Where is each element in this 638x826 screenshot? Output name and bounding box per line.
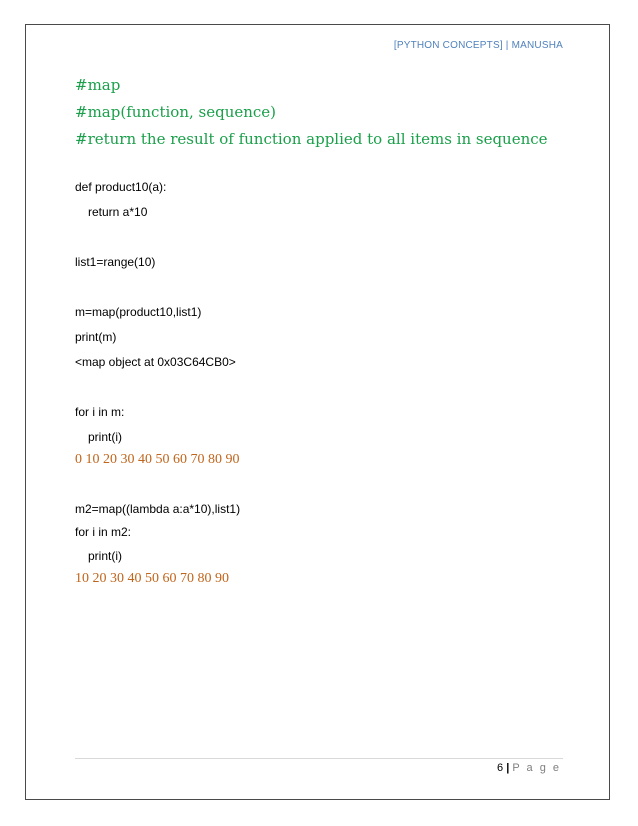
code-map-line: m=map(product10,list1) (75, 305, 202, 319)
footer-separator: | (506, 762, 510, 774)
page-number: 6 (497, 762, 504, 774)
code-def-line: def product10(a): (75, 180, 167, 194)
code-for-m: for i in m: (75, 405, 125, 419)
comment-map-signature: #map(function, sequence) (75, 103, 277, 121)
code-map-object-output: <map object at 0x03C64CB0> (75, 355, 236, 369)
output-2: 10 20 30 40 50 60 70 80 90 (75, 571, 229, 586)
output-1: 0 10 20 30 40 50 60 70 80 90 (75, 452, 240, 467)
page-label: P a g e (512, 762, 561, 774)
code-for-m2: for i in m2: (75, 525, 132, 539)
footer-divider (75, 758, 563, 759)
code-map2-line: m2=map((lambda a:a*10),list1) (75, 502, 241, 516)
code-print-i-2: print(i) (88, 549, 123, 563)
code-print-m: print(m) (75, 330, 117, 344)
code-list-line: list1=range(10) (75, 255, 156, 269)
comment-map: #map (75, 76, 121, 94)
page-footer (497, 762, 561, 774)
code-return-line: return a*10 (88, 205, 148, 219)
page-header: [PYTHON CONCEPTS] | MANUSHA (393, 40, 563, 51)
code-print-i-1: print(i) (88, 430, 123, 444)
comment-map-description: #return the result of function applied to all items in sequence (75, 130, 548, 148)
